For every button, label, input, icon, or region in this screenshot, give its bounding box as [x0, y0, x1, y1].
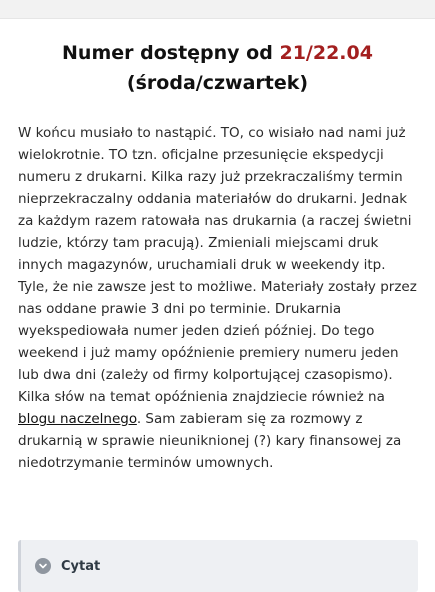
- title-date: 21/22.04: [279, 42, 373, 64]
- browser-top-bar: [0, 0, 435, 19]
- article-body: [18, 122, 418, 474]
- quote-label: Cytat: [61, 558, 101, 574]
- blog-link[interactable]: blogu naczelnego: [18, 411, 137, 427]
- title-prefix: Numer dostępny od: [62, 42, 280, 64]
- chevron-down-circle-icon: [35, 558, 51, 574]
- article-text-part2: . Sam zabieram się za rozmowy z drukarnią w sprawie nieuniknionej (?) kary finansowej za niedotrzymanie terminów umownych.: [18, 411, 402, 471]
- article-text-part1: W końcu musiało to nastąpić. TO, co wisiało nad nami już wielokrotnie. TO tzn. oficjalne przesunięcie ekspedycji numeru z drukarni. Kilka razy już przekraczaliśmy termin nieprzekraczalny oddania materiałów do drukarni. Jednak za każdym razem ratowała nas drukarnia (a raczej świetni ludzie, którzy tam pracują). Zmieniali miejscami druk innych magazynów, uruchamiali druk w weekendy itp. Tyle, że nie zawsze jest to możliwe. Materiały zostały przez nas oddane prawie 3 dni po terminie. Drukarnia wyekspediowała numer jeden dzień później. Do tego weekend i już mamy opóźnienie premiery numeru jeden lub dwa dni (zależy od firmy kolportującej czasopismo). Kilka słów na temat opóźnienia znajdziecie również na: [18, 125, 417, 405]
- article: [0, 18, 435, 587]
- page-title: [20, 38, 415, 98]
- quote-toggle[interactable]: [18, 540, 418, 592]
- title-days: (środa/czwartek): [126, 72, 309, 94]
